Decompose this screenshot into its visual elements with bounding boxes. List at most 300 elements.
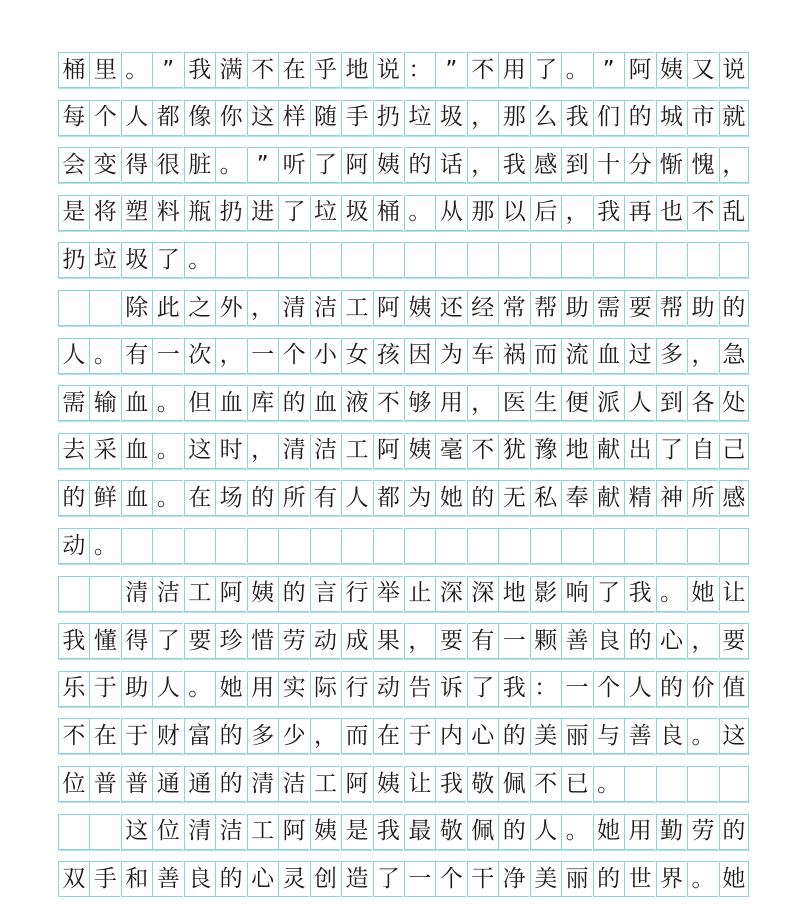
grid-cell: [624, 242, 655, 278]
grid-cell: 桶: [373, 195, 404, 231]
grid-cell: 人: [152, 671, 183, 707]
grid-cell: ，: [247, 290, 278, 326]
essay-line: [58, 480, 750, 516]
grid-cell: ”: [593, 52, 624, 88]
grid-cell: 的: [656, 671, 687, 707]
grid-cell: [215, 528, 246, 564]
grid-cell: [278, 242, 309, 278]
grid-cell: 时: [215, 433, 246, 469]
grid-cell: 清: [278, 290, 309, 326]
line-gap: [58, 374, 750, 386]
grid-cell: 十: [593, 147, 624, 183]
grid-cell: [121, 528, 152, 564]
grid-cell: 的: [215, 766, 246, 802]
grid-cell: 际: [310, 671, 341, 707]
grid-cell: 助: [561, 290, 592, 326]
grid-cell: 。: [121, 52, 152, 88]
grid-cell: 无: [498, 480, 529, 516]
grid-cell: 还: [435, 290, 466, 326]
essay-line: [58, 147, 750, 183]
grid-cell: 动: [310, 623, 341, 659]
grid-cell: 私: [530, 480, 561, 516]
grid-cell: 愧: [687, 147, 718, 183]
grid-cell: 人: [341, 480, 372, 516]
grid-cell: ，: [687, 623, 718, 659]
grid-cell: 那: [498, 100, 529, 136]
essay-line: [58, 718, 750, 754]
grid-cell: 的: [247, 480, 278, 516]
grid-cell: 洁: [310, 433, 341, 469]
grid-cell: 经: [467, 290, 498, 326]
grid-cell: 工: [310, 766, 341, 802]
grid-cell: 车: [467, 338, 498, 374]
grid-cell: 。: [152, 480, 183, 516]
grid-cell: 个: [435, 861, 466, 897]
grid-cell: 流: [561, 338, 592, 374]
grid-cell: ，: [687, 338, 718, 374]
grid-cell: 进: [247, 195, 278, 231]
grid-cell: 很: [152, 147, 183, 183]
grid-cell: [58, 290, 89, 326]
grid-cell: 人: [624, 385, 655, 421]
grid-cell: 阿: [624, 52, 655, 88]
grid-cell: 净: [498, 861, 529, 897]
grid-cell: 了: [373, 861, 404, 897]
grid-cell: 影: [530, 576, 561, 612]
grid-cell: 位: [152, 814, 183, 850]
grid-cell: 清: [247, 766, 278, 802]
grid-cell: 已: [561, 766, 592, 802]
grid-cell: 于: [404, 718, 435, 754]
grid-cell: 够: [404, 385, 435, 421]
grid-cell: [435, 528, 466, 564]
grid-cell: 了: [152, 623, 183, 659]
grid-cell: 惜: [247, 623, 278, 659]
grid-cell: [656, 766, 687, 802]
grid-cell: 姨: [247, 576, 278, 612]
grid-cell: 个: [278, 338, 309, 374]
grid-cell: [435, 242, 466, 278]
grid-cell: 劳: [687, 814, 718, 850]
grid-cell: 神: [656, 480, 687, 516]
grid-cell: 所: [687, 480, 718, 516]
grid-cell: 乐: [58, 671, 89, 707]
grid-cell: 得: [121, 147, 152, 183]
grid-cell: 举: [373, 576, 404, 612]
grid-cell: 地: [561, 433, 592, 469]
grid-cell: 了: [310, 147, 341, 183]
grid-cell: 而: [341, 718, 372, 754]
grid-cell: 手: [341, 100, 372, 136]
grid-cell: [530, 528, 561, 564]
grid-cell: 我: [184, 52, 215, 88]
grid-cell: 姨: [310, 814, 341, 850]
grid-cell: 我: [435, 766, 466, 802]
essay-line: [58, 623, 750, 659]
grid-cell: 的: [593, 861, 624, 897]
grid-cell: 用: [247, 671, 278, 707]
grid-cell: 最: [404, 814, 435, 850]
grid-cell: 说: [719, 52, 750, 88]
grid-cell: 塑: [121, 195, 152, 231]
grid-cell: 姨: [404, 290, 435, 326]
grid-cell: 要: [624, 290, 655, 326]
grid-cell: 像: [184, 100, 215, 136]
essay-line: [58, 766, 750, 802]
grid-cell: 们: [593, 100, 624, 136]
grid-cell: 干: [467, 861, 498, 897]
grid-cell: 姨: [373, 147, 404, 183]
grid-cell: 止: [404, 576, 435, 612]
grid-cell: 一: [247, 338, 278, 374]
grid-cell: 乱: [719, 195, 750, 231]
grid-cell: 血: [121, 385, 152, 421]
grid-cell: 话: [435, 147, 466, 183]
grid-cell: 常: [498, 290, 529, 326]
grid-cell: 随: [310, 100, 341, 136]
grid-cell: 扔: [373, 100, 404, 136]
grid-cell: 那: [467, 195, 498, 231]
grid-cell: [215, 242, 246, 278]
grid-cell: [656, 528, 687, 564]
grid-cell: 到: [656, 385, 687, 421]
grid-cell: 界: [656, 861, 687, 897]
grid-cell: 。: [215, 147, 246, 183]
grid-cell: 灵: [278, 861, 309, 897]
grid-cell: 颗: [530, 623, 561, 659]
line-gap: [58, 183, 750, 195]
grid-cell: 过: [624, 338, 655, 374]
grid-cell: 我: [58, 623, 89, 659]
grid-cell: 阿: [341, 766, 372, 802]
grid-cell: [89, 576, 120, 612]
grid-cell: 城: [656, 100, 687, 136]
grid-cell: 助: [687, 290, 718, 326]
grid-cell: 小: [310, 338, 341, 374]
grid-cell: 地: [341, 52, 372, 88]
grid-cell: 除: [121, 290, 152, 326]
grid-cell: 。: [561, 52, 592, 88]
grid-cell: [247, 528, 278, 564]
essay-line: [58, 242, 750, 278]
grid-cell: 的: [467, 480, 498, 516]
grid-cell: 的: [215, 861, 246, 897]
grid-cell: [719, 242, 750, 278]
grid-cell: 阿: [215, 576, 246, 612]
grid-cell: [152, 528, 183, 564]
grid-cell: 心: [467, 718, 498, 754]
grid-cell: 创: [310, 861, 341, 897]
grid-cell: 良: [184, 861, 215, 897]
grid-cell: 的: [498, 814, 529, 850]
grid-cell: 的: [498, 718, 529, 754]
grid-cell: 医: [498, 385, 529, 421]
grid-cell: 珍: [215, 623, 246, 659]
grid-cell: 血: [593, 338, 624, 374]
grid-cell: 需: [58, 385, 89, 421]
grid-cell: 。: [184, 242, 215, 278]
line-gap: [58, 659, 750, 671]
grid-cell: 人: [58, 338, 89, 374]
grid-cell: 。: [89, 528, 120, 564]
grid-cell: 在: [278, 52, 309, 88]
grid-cell: 都: [373, 480, 404, 516]
grid-cell: 地: [498, 576, 529, 612]
grid-cell: 这: [184, 433, 215, 469]
grid-cell: 。: [687, 718, 718, 754]
line-gap: [58, 754, 750, 766]
grid-cell: 去: [58, 433, 89, 469]
grid-cell: 此: [152, 290, 183, 326]
grid-cell: 输: [89, 385, 120, 421]
grid-cell: 圾: [121, 242, 152, 278]
grid-cell: 。: [404, 195, 435, 231]
grid-cell: 一: [561, 671, 592, 707]
grid-cell: 的: [215, 718, 246, 754]
grid-cell: 清: [121, 576, 152, 612]
grid-cell: 分: [624, 147, 655, 183]
grid-cell: 造: [341, 861, 372, 897]
grid-cell: 言: [310, 576, 341, 612]
grid-cell: 她: [215, 671, 246, 707]
grid-cell: 市: [687, 100, 718, 136]
line-gap: [58, 516, 750, 528]
grid-cell: 善: [152, 861, 183, 897]
grid-cell: 处: [719, 385, 750, 421]
grid-cell: 让: [404, 766, 435, 802]
grid-cell: 实: [278, 671, 309, 707]
grid-cell: 不: [467, 52, 498, 88]
grid-cell: ，: [467, 100, 498, 136]
grid-cell: 有: [310, 480, 341, 516]
grid-cell: 以: [498, 195, 529, 231]
grid-cell: [58, 814, 89, 850]
grid-cell: 和: [121, 861, 152, 897]
grid-cell: ”: [152, 52, 183, 88]
grid-cell: 姨: [404, 433, 435, 469]
grid-cell: 豫: [530, 433, 561, 469]
grid-cell: ，: [215, 338, 246, 374]
grid-cell: 通: [184, 766, 215, 802]
grid-cell: [719, 528, 750, 564]
grid-cell: 。: [89, 338, 120, 374]
grid-cell: [310, 242, 341, 278]
grid-cell: 敬: [467, 766, 498, 802]
grid-cell: 血: [215, 385, 246, 421]
grid-cell: 我: [624, 576, 655, 612]
grid-cell: 美: [530, 718, 561, 754]
line-gap: [58, 707, 750, 719]
grid-cell: 每: [58, 100, 89, 136]
grid-cell: 样: [278, 100, 309, 136]
grid-cell: 场: [215, 480, 246, 516]
grid-cell: 不: [58, 718, 89, 754]
grid-cell: 工: [341, 290, 372, 326]
grid-cell: 姨: [656, 52, 687, 88]
grid-cell: 深: [467, 576, 498, 612]
line-gap: [58, 231, 750, 243]
grid-cell: 动: [373, 671, 404, 707]
grid-cell: 这: [719, 718, 750, 754]
grid-cell: 心: [656, 623, 687, 659]
grid-cell: 。: [152, 385, 183, 421]
grid-cell: 变: [89, 147, 120, 183]
grid-cell: 不: [687, 195, 718, 231]
line-gap: [58, 136, 750, 148]
grid-cell: 了: [152, 242, 183, 278]
grid-cell: 了: [656, 433, 687, 469]
grid-cell: 次: [184, 338, 215, 374]
grid-cell: 内: [435, 718, 466, 754]
grid-cell: 圾: [341, 195, 372, 231]
grid-cell: 用: [498, 52, 529, 88]
grid-cell: 于: [89, 671, 120, 707]
grid-cell: ，: [467, 147, 498, 183]
grid-cell: 良: [656, 718, 687, 754]
grid-cell: 孩: [373, 338, 404, 374]
grid-cell: [89, 290, 120, 326]
grid-cell: 善: [624, 718, 655, 754]
grid-cell: 她: [435, 480, 466, 516]
line-gap: [58, 612, 750, 624]
grid-cell: 库: [247, 385, 278, 421]
grid-cell: 洁: [152, 576, 183, 612]
grid-cell: 为: [435, 338, 466, 374]
line-gap: [58, 88, 750, 100]
grid-cell: 的: [719, 814, 750, 850]
essay-line: [58, 290, 750, 326]
grid-cell: 富: [184, 718, 215, 754]
essay-line: [58, 671, 750, 707]
grid-cell: 她: [593, 814, 624, 850]
grid-cell: 再: [624, 195, 655, 231]
grid-cell: 双: [58, 861, 89, 897]
grid-cell: 出: [624, 433, 655, 469]
essay-line: [58, 195, 750, 231]
grid-cell: 血: [121, 480, 152, 516]
grid-cell: 将: [89, 195, 120, 231]
grid-cell: 垃: [89, 242, 120, 278]
grid-cell: 脏: [184, 147, 215, 183]
grid-cell: [561, 242, 592, 278]
grid-cell: ”: [435, 52, 466, 88]
grid-cell: 美: [530, 861, 561, 897]
grid-cell: 要: [435, 623, 466, 659]
grid-cell: 派: [593, 385, 624, 421]
grid-cell: 成: [341, 623, 372, 659]
grid-cell: 。: [656, 576, 687, 612]
line-gap: [58, 278, 750, 290]
grid-cell: 行: [341, 576, 372, 612]
grid-cell: 血: [310, 385, 341, 421]
grid-cell: ，: [247, 433, 278, 469]
grid-cell: 一: [152, 338, 183, 374]
grid-cell: 用: [435, 385, 466, 421]
grid-cell: 让: [719, 576, 750, 612]
grid-cell: 从: [435, 195, 466, 231]
grid-cell: 善: [561, 623, 592, 659]
grid-cell: 深: [435, 576, 466, 612]
grid-cell: [58, 576, 89, 612]
grid-cell: 急: [719, 338, 750, 374]
grid-cell: [530, 242, 561, 278]
grid-cell: [404, 242, 435, 278]
grid-cell: 采: [89, 433, 120, 469]
line-gap: [58, 469, 750, 481]
grid-cell: 。: [561, 814, 592, 850]
grid-cell: 敬: [435, 814, 466, 850]
grid-cell: 生: [530, 385, 561, 421]
grid-cell: 感: [719, 480, 750, 516]
grid-cell: 她: [719, 861, 750, 897]
grid-cell: 我: [593, 195, 624, 231]
grid-cell: 献: [593, 480, 624, 516]
grid-cell: 而: [530, 338, 561, 374]
grid-cell: ，: [561, 195, 592, 231]
essay-line: [58, 814, 750, 850]
grid-cell: 但: [184, 385, 215, 421]
grid-cell: 一: [404, 861, 435, 897]
grid-cell: ，: [719, 147, 750, 183]
grid-cell: 犹: [498, 433, 529, 469]
grid-cell: 在: [373, 718, 404, 754]
grid-cell: 后: [530, 195, 561, 231]
grid-cell: 满: [215, 52, 246, 88]
grid-cell: 乎: [310, 52, 341, 88]
grid-cell: 桶: [58, 52, 89, 88]
grid-cell: 丽: [561, 861, 592, 897]
grid-cell: 说: [373, 52, 404, 88]
grid-cell: [656, 242, 687, 278]
grid-cell: 的: [58, 480, 89, 516]
grid-cell: 清: [278, 433, 309, 469]
grid-cell: 这: [121, 814, 152, 850]
grid-cell: 。: [152, 433, 183, 469]
grid-cell: 行: [341, 671, 372, 707]
grid-cell: [341, 242, 372, 278]
grid-cell: 就: [719, 100, 750, 136]
essay-line: [58, 100, 750, 136]
grid-cell: 的: [719, 290, 750, 326]
grid-cell: 圾: [435, 100, 466, 136]
essay-line: [58, 861, 750, 897]
grid-cell: 勤: [656, 814, 687, 850]
grid-cell: 不: [373, 385, 404, 421]
grid-cell: 普: [121, 766, 152, 802]
grid-cell: ，: [404, 623, 435, 659]
grid-cell: 不: [467, 433, 498, 469]
grid-cell: 多: [247, 718, 278, 754]
grid-cell: 姨: [373, 766, 404, 802]
grid-cell: 诉: [435, 671, 466, 707]
grid-cell: 女: [341, 338, 372, 374]
grid-cell: [687, 528, 718, 564]
grid-cell: 有: [121, 338, 152, 374]
grid-cell: 通: [152, 766, 183, 802]
grid-cell: 奉: [561, 480, 592, 516]
grid-cell: 为: [404, 480, 435, 516]
grid-cell: 我: [561, 100, 592, 136]
grid-cell: [687, 242, 718, 278]
grid-cell: 。: [593, 766, 624, 802]
grid-cell: 血: [121, 433, 152, 469]
essay-line: [58, 338, 750, 374]
grid-cell: 自: [687, 433, 718, 469]
grid-cell: 有: [467, 623, 498, 659]
grid-cell: [467, 528, 498, 564]
grid-cell: 人: [121, 100, 152, 136]
grid-cell: [498, 242, 529, 278]
